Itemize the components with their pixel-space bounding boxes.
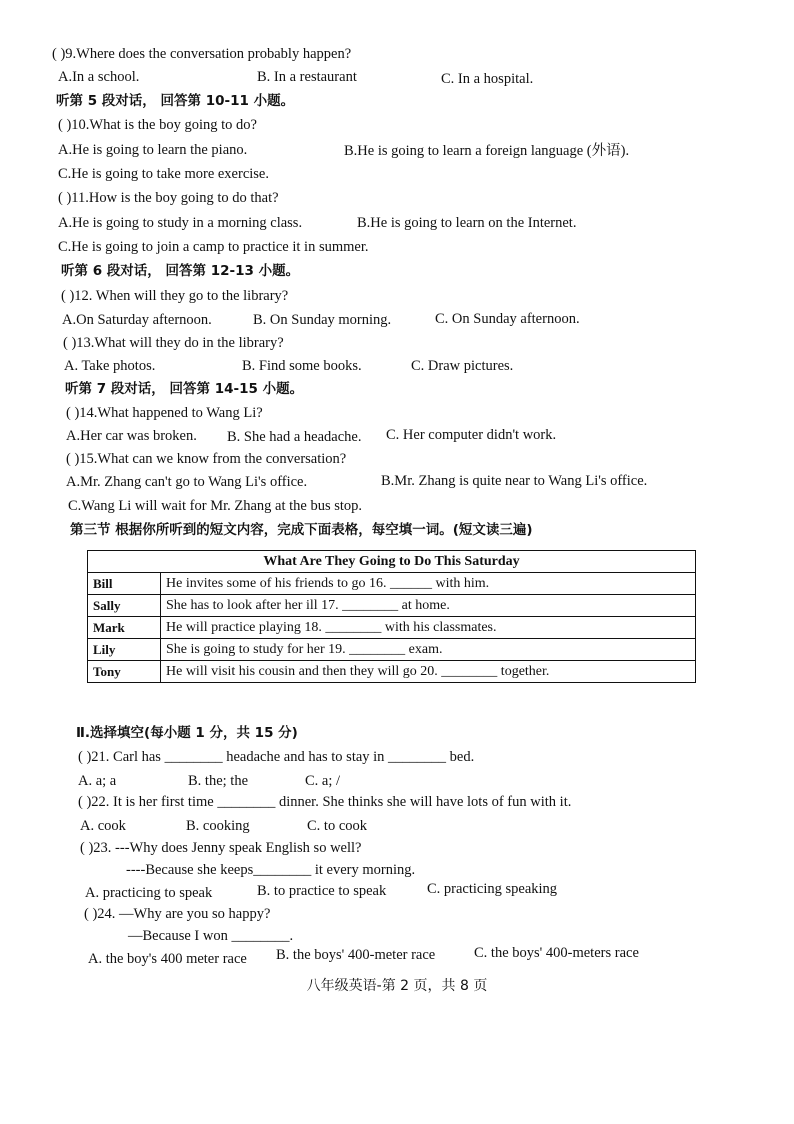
row-text: She has to look after her ill 17. ________ at home. [161,595,696,617]
row-text: He will practice playing 18. ________ with his classmates. [161,617,696,639]
q24-option-a: A. the boy's 400 meter race [88,951,247,967]
q23-stem: ( )23. ---Why does Jenny speak English so well? [80,840,362,856]
q22-option-c: C. to cook [307,818,368,834]
q24-option-b: B. the boys' 400-meter race [276,947,436,963]
row-text: He will visit his cousin and then they will go 20. ________ together. [161,661,696,683]
q23-stem-response: ----Because she keeps________ it every morning. [126,862,416,878]
q11-option-c: C.He is going to join a camp to practice it in summer. [58,239,369,255]
q10-option-a: A.He is going to learn the piano. [58,142,248,158]
q15-option-c: C.Wang Li will wait for Mr. Zhang at the bus stop. [68,498,363,514]
q9-option-a: A.In a school. [58,69,140,85]
q10-option-c: C.He is going to take more exercise. [58,166,269,182]
q14-option-a: A.Her car was broken. [66,428,197,444]
q14-stem: ( )14.What happened to Wang Li? [66,405,263,421]
q21-option-c: C. a; / [305,773,341,789]
q24-stem-response: —Because I won ________. [128,928,294,944]
q23-option-b: B. to practice to speak [257,883,387,899]
table-title: What Are They Going to Do This Saturday [88,551,696,573]
q10-stem: ( )10.What is the boy going to do? [58,117,257,133]
q9-option-b: B. In a restaurant [257,69,357,85]
q24-stem: ( )24. —Why are you so happy? [84,906,271,922]
q12-stem: ( )12. When will they go to the library? [61,288,289,304]
q23-option-c: C. practicing speaking [427,881,558,897]
q21-option-b: B. the; the [188,773,249,789]
q14-option-c: C. Her computer didn't work. [386,427,557,443]
q12-option-c: C. On Sunday afternoon. [435,311,580,327]
q15-stem: ( )15.What can we know from the conversation? [66,451,347,467]
table-row [88,617,696,639]
row-name: Lily [88,639,161,661]
q21-stem: ( )21. Carl has ________ headache and has to stay in ________ bed. [78,749,475,765]
q15-option-b: B.Mr. Zhang is quite near to Wang Li's office. [381,473,648,489]
row-name: Mark [88,617,161,639]
q10-option-b: B.He is going to learn a foreign language (外语). [344,143,630,159]
heading-dialogue-7: 听第 7 段对话， 回答第 14-15 小题。 [65,381,304,397]
part-2-heading: Ⅱ.选择填空(每小题 1 分，共 15 分) [76,725,298,741]
q13-option-b: B. Find some books. [242,358,362,374]
q21-option-a: A. a; a [78,773,117,789]
row-name: Bill [88,573,161,595]
table-row [88,661,696,683]
q13-option-a: A. Take photos. [64,358,156,374]
q11-stem: ( )11.How is the boy going to do that? [58,190,279,206]
q22-option-b: B. cooking [186,818,250,834]
row-text: He invites some of his friends to go 16. ______ with him. [161,573,696,595]
table-row [88,573,696,595]
q9-option-c: C. In a hospital. [441,71,534,87]
q9-stem: ( )9.Where does the conversation probably happen? [52,46,352,62]
table-row [88,639,696,661]
page-footer: 八年级英语-第 2 页，共 8 页 [306,978,488,994]
section-3-heading: 第三节 根据你所听到的短文内容，完成下面表格，每空填一词。(短文读三遍) [70,522,533,538]
q12-option-a: A.On Saturday afternoon. [62,312,212,328]
q11-option-a: A.He is going to study in a morning class. [58,215,303,231]
q12-option-b: B. On Sunday morning. [253,312,392,328]
heading-dialogue-5: 听第 5 段对话， 回答第 10-11 小题。 [56,93,295,109]
q11-option-b: B.He is going to learn on the Internet. [357,215,577,231]
q23-option-a: A. practicing to speak [85,885,213,901]
q22-option-a: A. cook [80,818,126,834]
table-row [88,595,696,617]
row-text: She is going to study for her 19. ________ exam. [161,639,696,661]
row-name: Tony [88,661,161,683]
heading-dialogue-6: 听第 6 段对话， 回答第 12-13 小题。 [61,263,300,279]
q22-stem: ( )22. It is her first time ________ dinner. She thinks she will have lots of fun with it. [78,794,572,810]
row-name: Sally [88,595,161,617]
q15-option-a: A.Mr. Zhang can't go to Wang Li's office. [66,474,308,490]
q13-option-c: C. Draw pictures. [411,358,514,374]
q24-option-c: C. the boys' 400-meters race [474,945,639,961]
fill-in-table [87,550,696,683]
q14-option-b: B. She had a headache. [227,429,362,445]
q13-stem: ( )13.What will they do in the library? [63,335,284,351]
